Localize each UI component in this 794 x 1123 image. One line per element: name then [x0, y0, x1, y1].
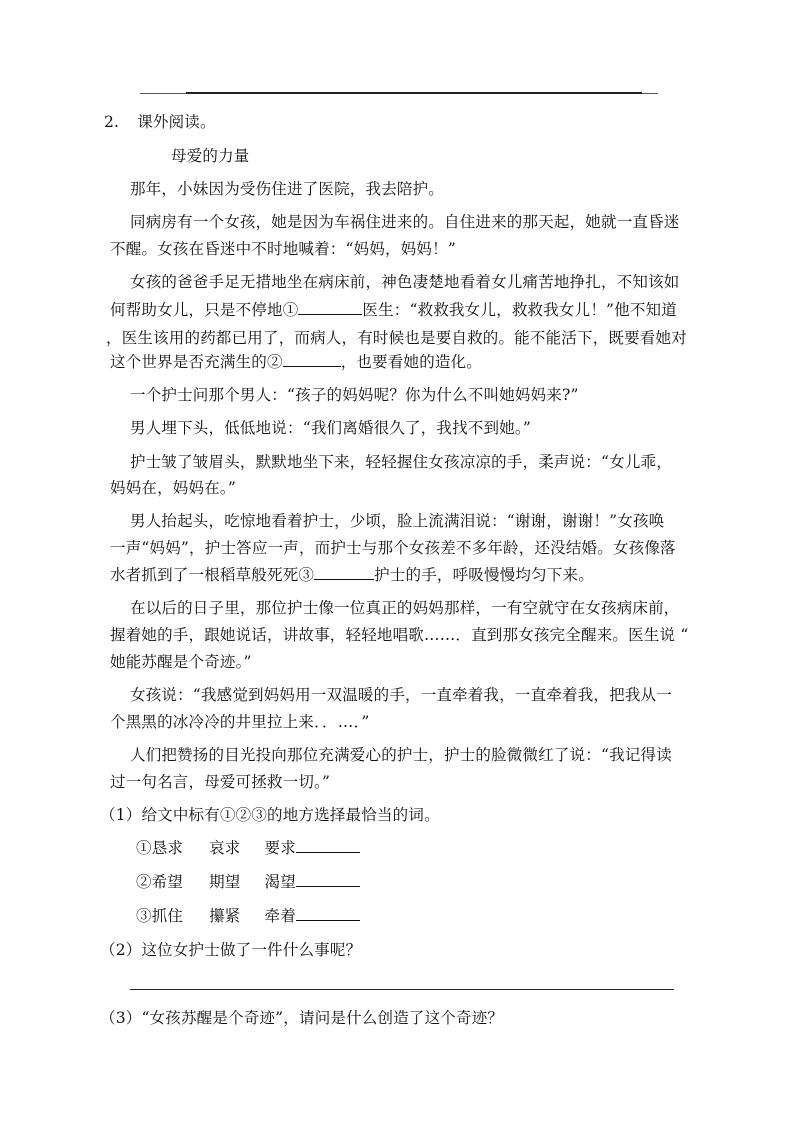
answer-blank-2[interactable]	[296, 872, 360, 887]
passage-line: 女孩的爸爸手足无措地坐在病床前，神色凄楚地看着女儿痛苦地挣扎，不知该如	[130, 273, 680, 291]
passage-line: 握着她的手，跟她说话，讲故事，轻轻地唱歌……．直到那女孩完全醒来。医生说 “	[110, 626, 689, 644]
passage-text: 医生：“救救我女儿，救救我女儿！”他不知道	[362, 301, 677, 319]
option-word: 攥紧	[209, 907, 241, 925]
sub-question-3: （3）“女孩苏醒是个奇迹”，请问是什么创造了这个奇迹？	[100, 1009, 504, 1027]
question-title: 课外阅读。	[137, 113, 216, 131]
passage-line: ，医生该用的药都已用了，而病人，有时候也是要自救的。能不能活下，既要看她对	[106, 329, 687, 347]
option-row	[136, 872, 360, 892]
passage-text: 这个世界是否充满生的②	[110, 353, 283, 371]
passage-line: 同病房有一个女孩，她是因为车祸住进来的。自住进来的那天起，她就一直昏迷	[130, 213, 680, 231]
passage-line: 人们把赞扬的目光投向那位充满爱心的护士，护士的脸微微红了说：“我记得读	[130, 746, 672, 764]
passage-line: 过一句名言，母爱可拯救一切。”	[110, 773, 331, 791]
option-word: 牵着	[264, 907, 296, 925]
passage-text: 何帮助女儿，只是不停地①	[110, 301, 299, 319]
passage-line: 一个护士问那个男人：“孩子的妈妈呢？你为什么不叫她妈妈来?”	[130, 386, 579, 404]
option-row	[136, 906, 360, 926]
passage-line: 妈妈在，妈妈在。”	[110, 479, 236, 497]
passage-line: 男人埋下头，低低地说：“我们离婚很久了，我找不到她。”	[130, 419, 531, 437]
answer-blank-1[interactable]	[296, 838, 360, 853]
blank-2[interactable]	[283, 352, 341, 367]
sub-question-1: （1）给文中标有①②③的地方选择最恰当的词。	[100, 806, 440, 824]
option-word: ③抓住	[136, 907, 184, 925]
option-word: ②希望	[136, 873, 184, 891]
sub-question-2: （2）这位女护士做了一件什么事呢？	[100, 941, 362, 959]
answer-line-q2[interactable]	[130, 989, 674, 990]
passage-line: 在以后的日子里，那位护士像一位真正的妈妈那样，一有空就守在女孩病床前，	[130, 599, 680, 617]
answer-blank-3[interactable]	[296, 906, 360, 921]
header-rule-thick	[186, 92, 642, 94]
option-row	[136, 838, 360, 858]
passage-line: 个黑黑的冰冷冷的井里拉上来．．…．”	[110, 713, 370, 731]
passage-line: 一声“妈妈”，护士答应一声，而护士与那个女孩差不多年龄，还没结婚。女孩像落	[110, 539, 676, 557]
passage-line: 不醒。女孩在昏迷中不时地喊着：“妈妈，妈妈！”	[110, 240, 456, 258]
passage-line: 男人抬起头，吃惊地看着护士，少顷，脸上流满泪说：“谢谢，谢谢！”女孩唤	[130, 512, 665, 530]
passage-line: 护士皱了皱眉头，默默地坐下来，轻轻握住女孩凉凉的手，柔声说：“女儿乖，	[130, 453, 672, 471]
blank-1[interactable]	[298, 300, 362, 315]
option-word: 期望	[209, 873, 241, 891]
option-word: ①恳求	[136, 839, 184, 857]
passage-text: ，也要看她的造化。	[340, 353, 483, 371]
blank-3[interactable]	[314, 565, 374, 580]
passage-text: 护士的手，呼吸慢慢均匀下来。	[374, 566, 594, 584]
passage-line: 那年，小妹因为受伤住进了医院，我去陪护。	[130, 180, 445, 198]
question-number: 2.	[104, 113, 120, 131]
option-word: 哀求	[209, 839, 241, 857]
question-heading	[104, 112, 216, 132]
passage-text: 水者抓到了一根稻草般死死③	[110, 566, 315, 584]
passage-line	[110, 565, 594, 585]
option-word: 渴望	[264, 873, 296, 891]
passage-line: 她能苏醒是个奇迹。”	[110, 653, 252, 671]
passage-line: 女孩说：“我感觉到妈妈用一双温暖的手，一直牵着我，一直牵着我，把我从一	[130, 686, 672, 704]
option-word: 要求	[264, 839, 296, 857]
passage-line	[110, 300, 677, 320]
passage-title: 母爱的力量	[171, 147, 250, 165]
passage-line	[110, 352, 482, 372]
